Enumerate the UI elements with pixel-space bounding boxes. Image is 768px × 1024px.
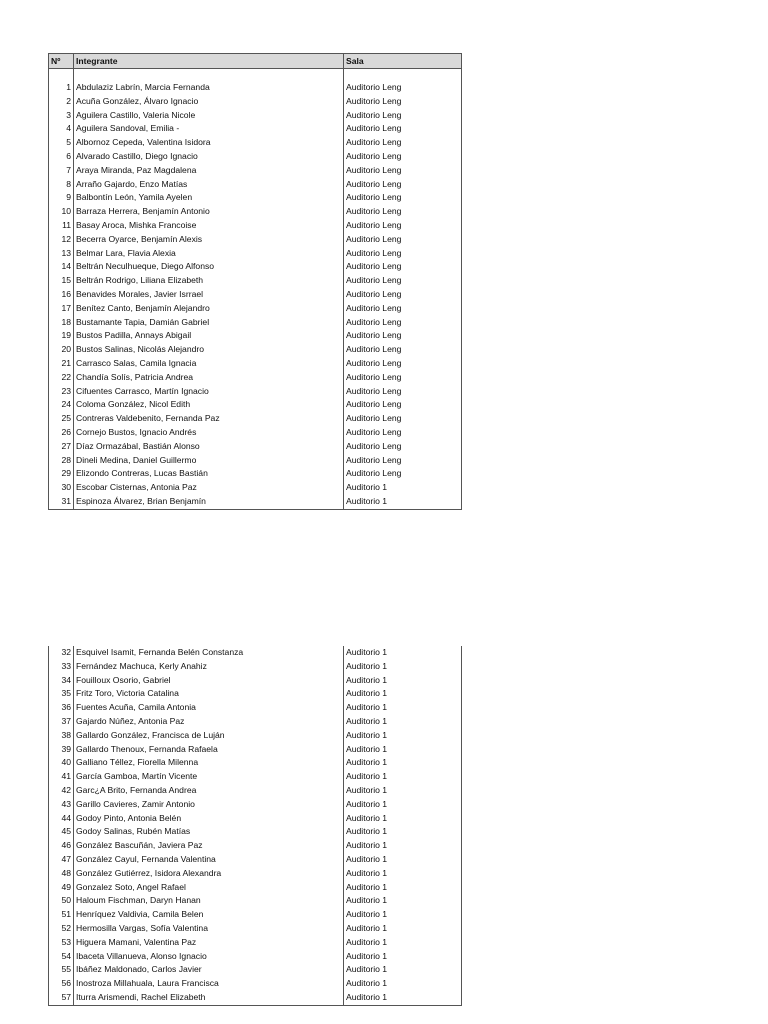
table-row: [49, 440, 462, 454]
member-name: Acuña González, Álvaro Ignacio: [74, 95, 344, 109]
member-name: Beltrán Rodrigo, Liliana Elizabeth: [74, 274, 344, 288]
member-name: Gajardo Núñez, Antonia Paz: [74, 715, 344, 729]
members-table-2-body: [49, 646, 462, 1005]
row-number: 17: [49, 302, 74, 316]
table-row: [49, 454, 462, 468]
table-row: [49, 357, 462, 371]
table-row: [49, 398, 462, 412]
room-name: Auditorio Leng: [344, 122, 462, 136]
room-name: Auditorio 1: [344, 729, 462, 743]
row-number: 12: [49, 233, 74, 247]
row-number: 45: [49, 825, 74, 839]
room-name: Auditorio Leng: [344, 302, 462, 316]
table-row: [49, 839, 462, 853]
row-number: 1: [49, 81, 74, 95]
member-name: Hermosilla Vargas, Sofía Valentina: [74, 922, 344, 936]
room-name: Auditorio Leng: [344, 191, 462, 205]
member-name: Beltrán Neculhueque, Diego Alfonso: [74, 260, 344, 274]
member-name: Basay Aroca, Mishka Francoise: [74, 219, 344, 233]
table-row: [49, 853, 462, 867]
member-name: Benavides Morales, Javier Isrrael: [74, 288, 344, 302]
member-name: Arraño Gajardo, Enzo Matías: [74, 178, 344, 192]
room-name: Auditorio Leng: [344, 95, 462, 109]
row-number: 44: [49, 812, 74, 826]
table-row: [49, 481, 462, 495]
table-row: [49, 329, 462, 343]
table-row: [49, 385, 462, 399]
room-name: Auditorio 1: [344, 481, 462, 495]
room-name: Auditorio Leng: [344, 440, 462, 454]
member-name: Gallardo Thenoux, Fernanda Rafaela: [74, 743, 344, 757]
blank-row: [49, 69, 462, 82]
table-row: [49, 260, 462, 274]
row-number: 8: [49, 178, 74, 192]
table-row: [49, 122, 462, 136]
row-number: 7: [49, 164, 74, 178]
row-number: 51: [49, 908, 74, 922]
row-number: 52: [49, 922, 74, 936]
row-number: 19: [49, 329, 74, 343]
member-name: Bustos Padilla, Annays Abigail: [74, 329, 344, 343]
table-row: [49, 426, 462, 440]
row-number: 2: [49, 95, 74, 109]
table-row: [49, 646, 462, 660]
member-name: Ibaceta Villanueva, Alonso Ignacio: [74, 950, 344, 964]
table-row: [49, 371, 462, 385]
room-name: Auditorio 1: [344, 495, 462, 509]
member-name: Díaz Ormazábal, Bastián Alonso: [74, 440, 344, 454]
table-row: [49, 977, 462, 991]
row-number: 34: [49, 674, 74, 688]
table-row: [49, 729, 462, 743]
member-name: Elizondo Contreras, Lucas Bastián: [74, 467, 344, 481]
row-number: 35: [49, 687, 74, 701]
row-number: 42: [49, 784, 74, 798]
member-name: Ibáñez Maldonado, Carlos Javier: [74, 963, 344, 977]
row-number: 9: [49, 191, 74, 205]
room-name: Auditorio Leng: [344, 412, 462, 426]
room-name: Auditorio 1: [344, 881, 462, 895]
table-row: [49, 164, 462, 178]
room-name: Auditorio 1: [344, 798, 462, 812]
row-number: 16: [49, 288, 74, 302]
member-name: Coloma González, Nicol Edith: [74, 398, 344, 412]
table-row: [49, 798, 462, 812]
table-row: [49, 660, 462, 674]
table-row: [49, 894, 462, 908]
room-name: Auditorio 1: [344, 770, 462, 784]
table-row: [49, 316, 462, 330]
member-name: Henríquez Valdivia, Camila Belen: [74, 908, 344, 922]
room-name: Auditorio Leng: [344, 109, 462, 123]
member-name: Aguilera Sandoval, Emilia -: [74, 122, 344, 136]
table-row: [49, 95, 462, 109]
table-row: [49, 784, 462, 798]
member-name: Galliano Téllez, Fiorella Milenna: [74, 756, 344, 770]
room-name: Auditorio Leng: [344, 371, 462, 385]
table-row: [49, 674, 462, 688]
row-number: 32: [49, 646, 74, 660]
row-number: 47: [49, 853, 74, 867]
room-name: Auditorio 1: [344, 756, 462, 770]
header-room: Sala: [344, 54, 462, 69]
member-name: Balbontín León, Yamila Ayelen: [74, 191, 344, 205]
room-name: Auditorio 1: [344, 825, 462, 839]
row-number: 23: [49, 385, 74, 399]
member-name: Cifuentes Carrasco, Martín Ignacio: [74, 385, 344, 399]
table-row: [49, 936, 462, 950]
table-row: [49, 770, 462, 784]
table-row: [49, 825, 462, 839]
row-number: 21: [49, 357, 74, 371]
table-row: [49, 701, 462, 715]
member-name: Espinoza Álvarez, Brian Benjamín: [74, 495, 344, 509]
room-name: Auditorio 1: [344, 812, 462, 826]
row-number: 18: [49, 316, 74, 330]
row-number: 37: [49, 715, 74, 729]
table-row: [49, 756, 462, 770]
member-name: Iturra Arismendi, Rachel Elizabeth: [74, 991, 344, 1005]
member-name: Fritz Toro, Victoria Catalina: [74, 687, 344, 701]
room-name: Auditorio 1: [344, 701, 462, 715]
table-row: [49, 109, 462, 123]
table-row: [49, 881, 462, 895]
member-name: Haloum Fischman, Daryn Hanan: [74, 894, 344, 908]
table-row: [49, 991, 462, 1005]
table-row: [49, 467, 462, 481]
room-name: Auditorio 1: [344, 867, 462, 881]
row-number: 25: [49, 412, 74, 426]
table-row: [49, 495, 462, 509]
row-number: 20: [49, 343, 74, 357]
table-row: [49, 233, 462, 247]
table-row: [49, 908, 462, 922]
room-name: Auditorio Leng: [344, 329, 462, 343]
member-name: Benítez Canto, Benjamín Alejandro: [74, 302, 344, 316]
room-name: Auditorio Leng: [344, 274, 462, 288]
table-row: [49, 950, 462, 964]
room-name: Auditorio 1: [344, 908, 462, 922]
room-name: Auditorio 1: [344, 922, 462, 936]
room-name: Auditorio Leng: [344, 467, 462, 481]
member-name: Garillo Cavieres, Zamir Antonio: [74, 798, 344, 812]
member-name: Gallardo González, Francisca de Luján: [74, 729, 344, 743]
table-row: [49, 867, 462, 881]
table-row: [49, 302, 462, 316]
row-number: 13: [49, 247, 74, 261]
member-name: Aguilera Castillo, Valeria Nicole: [74, 109, 344, 123]
row-number: 57: [49, 991, 74, 1005]
row-number: 27: [49, 440, 74, 454]
room-name: Auditorio 1: [344, 674, 462, 688]
room-name: Auditorio Leng: [344, 357, 462, 371]
member-name: González Gutiérrez, Isidora Alexandra: [74, 867, 344, 881]
member-name: Fouilloux Osorio, Gabriel: [74, 674, 344, 688]
header-row: [49, 54, 462, 69]
room-name: Auditorio Leng: [344, 233, 462, 247]
row-number: 55: [49, 963, 74, 977]
member-name: Becerra Oyarce, Benjamín Alexis: [74, 233, 344, 247]
room-name: Auditorio Leng: [344, 426, 462, 440]
members-table-1: [48, 53, 462, 510]
row-number: 48: [49, 867, 74, 881]
table-row: [49, 150, 462, 164]
row-number: 10: [49, 205, 74, 219]
room-name: Auditorio 1: [344, 977, 462, 991]
table-row: [49, 247, 462, 261]
table-row: [49, 219, 462, 233]
members-table-2: [48, 646, 462, 1006]
member-name: Bustos Salinas, Nicolás Alejandro: [74, 343, 344, 357]
member-name: Garc¿A Brito, Fernanda Andrea: [74, 784, 344, 798]
member-name: Belmar Lara, Flavia Alexia: [74, 247, 344, 261]
header-member: Integrante: [74, 54, 344, 69]
member-name: Esquivel Isamit, Fernanda Belén Constanza: [74, 646, 344, 660]
room-name: Auditorio Leng: [344, 81, 462, 95]
member-name: Albornoz Cepeda, Valentina Isidora: [74, 136, 344, 150]
member-name: Barraza Herrera, Benjamín Antonio: [74, 205, 344, 219]
member-name: Higuera Mamani, Valentina Paz: [74, 936, 344, 950]
room-name: Auditorio 1: [344, 936, 462, 950]
row-number: 28: [49, 454, 74, 468]
table-row: [49, 205, 462, 219]
member-name: Escobar Cisternas, Antonia Paz: [74, 481, 344, 495]
member-name: Abdulaziz Labrín, Marcia Fernanda: [74, 81, 344, 95]
member-name: González Cayul, Fernanda Valentina: [74, 853, 344, 867]
row-number: 41: [49, 770, 74, 784]
room-name: Auditorio Leng: [344, 398, 462, 412]
table-row: [49, 922, 462, 936]
row-number: 30: [49, 481, 74, 495]
member-name: Bustamante Tapia, Damián Gabriel: [74, 316, 344, 330]
room-name: Auditorio 1: [344, 894, 462, 908]
room-name: Auditorio 1: [344, 950, 462, 964]
member-name: Contreras Valdebenito, Fernanda Paz: [74, 412, 344, 426]
row-number: 24: [49, 398, 74, 412]
row-number: 14: [49, 260, 74, 274]
room-name: Auditorio Leng: [344, 316, 462, 330]
row-number: 5: [49, 136, 74, 150]
room-name: Auditorio 1: [344, 743, 462, 757]
row-number: 31: [49, 495, 74, 509]
member-name: Araya Miranda, Paz Magdalena: [74, 164, 344, 178]
room-name: Auditorio 1: [344, 963, 462, 977]
table-row: [49, 288, 462, 302]
table-row: [49, 274, 462, 288]
room-name: Auditorio Leng: [344, 385, 462, 399]
table-row: [49, 136, 462, 150]
room-name: Auditorio Leng: [344, 343, 462, 357]
row-number: 3: [49, 109, 74, 123]
room-name: Auditorio 1: [344, 687, 462, 701]
row-number: 36: [49, 701, 74, 715]
row-number: 29: [49, 467, 74, 481]
row-number: 54: [49, 950, 74, 964]
member-name: Godoy Salinas, Rubén Matías: [74, 825, 344, 839]
room-name: Auditorio Leng: [344, 288, 462, 302]
room-name: Auditorio Leng: [344, 150, 462, 164]
member-name: Carrasco Salas, Camila Ignacia: [74, 357, 344, 371]
member-name: Dineli Medina, Daniel Guillermo: [74, 454, 344, 468]
row-number: 22: [49, 371, 74, 385]
member-name: Alvarado Castillo, Diego Ignacio: [74, 150, 344, 164]
members-table-1-body: [49, 69, 462, 510]
member-name: Fuentes Acuña, Camila Antonia: [74, 701, 344, 715]
row-number: 50: [49, 894, 74, 908]
room-name: Auditorio Leng: [344, 178, 462, 192]
room-name: Auditorio 1: [344, 784, 462, 798]
table-row: [49, 743, 462, 757]
row-number: 26: [49, 426, 74, 440]
row-number: 49: [49, 881, 74, 895]
room-name: Auditorio 1: [344, 660, 462, 674]
room-name: Auditorio 1: [344, 646, 462, 660]
row-number: 43: [49, 798, 74, 812]
room-name: Auditorio Leng: [344, 164, 462, 178]
room-name: Auditorio Leng: [344, 454, 462, 468]
row-number: 38: [49, 729, 74, 743]
room-name: Auditorio Leng: [344, 219, 462, 233]
member-name: Inostroza Millahuala, Laura Francisca: [74, 977, 344, 991]
room-name: Auditorio Leng: [344, 136, 462, 150]
row-number: 11: [49, 219, 74, 233]
member-name: García Gamboa, Martín Vicente: [74, 770, 344, 784]
row-number: 33: [49, 660, 74, 674]
member-name: Fernández Machuca, Kerly Anahiz: [74, 660, 344, 674]
row-number: 46: [49, 839, 74, 853]
member-name: Chandía Solís, Patricia Andrea: [74, 371, 344, 385]
table-row: [49, 687, 462, 701]
table-row: [49, 715, 462, 729]
room-name: Auditorio Leng: [344, 260, 462, 274]
member-name: Gonzalez Soto, Angel Rafael: [74, 881, 344, 895]
member-name: Cornejo Bustos, Ignacio Andrés: [74, 426, 344, 440]
table-row: [49, 963, 462, 977]
room-name: Auditorio 1: [344, 853, 462, 867]
room-name: Auditorio 1: [344, 715, 462, 729]
table-row: [49, 81, 462, 95]
header-number: Nº: [49, 54, 74, 69]
row-number: 56: [49, 977, 74, 991]
room-name: Auditorio Leng: [344, 247, 462, 261]
member-name: González Bascuñán, Javiera Paz: [74, 839, 344, 853]
row-number: 40: [49, 756, 74, 770]
table-row: [49, 412, 462, 426]
room-name: Auditorio 1: [344, 991, 462, 1005]
row-number: 15: [49, 274, 74, 288]
row-number: 6: [49, 150, 74, 164]
table-row: [49, 812, 462, 826]
row-number: 4: [49, 122, 74, 136]
table-row: [49, 343, 462, 357]
room-name: Auditorio 1: [344, 839, 462, 853]
member-name: Godoy Pinto, Antonia Belén: [74, 812, 344, 826]
row-number: 39: [49, 743, 74, 757]
row-number: 53: [49, 936, 74, 950]
room-name: Auditorio Leng: [344, 205, 462, 219]
table-row: [49, 191, 462, 205]
table-row: [49, 178, 462, 192]
